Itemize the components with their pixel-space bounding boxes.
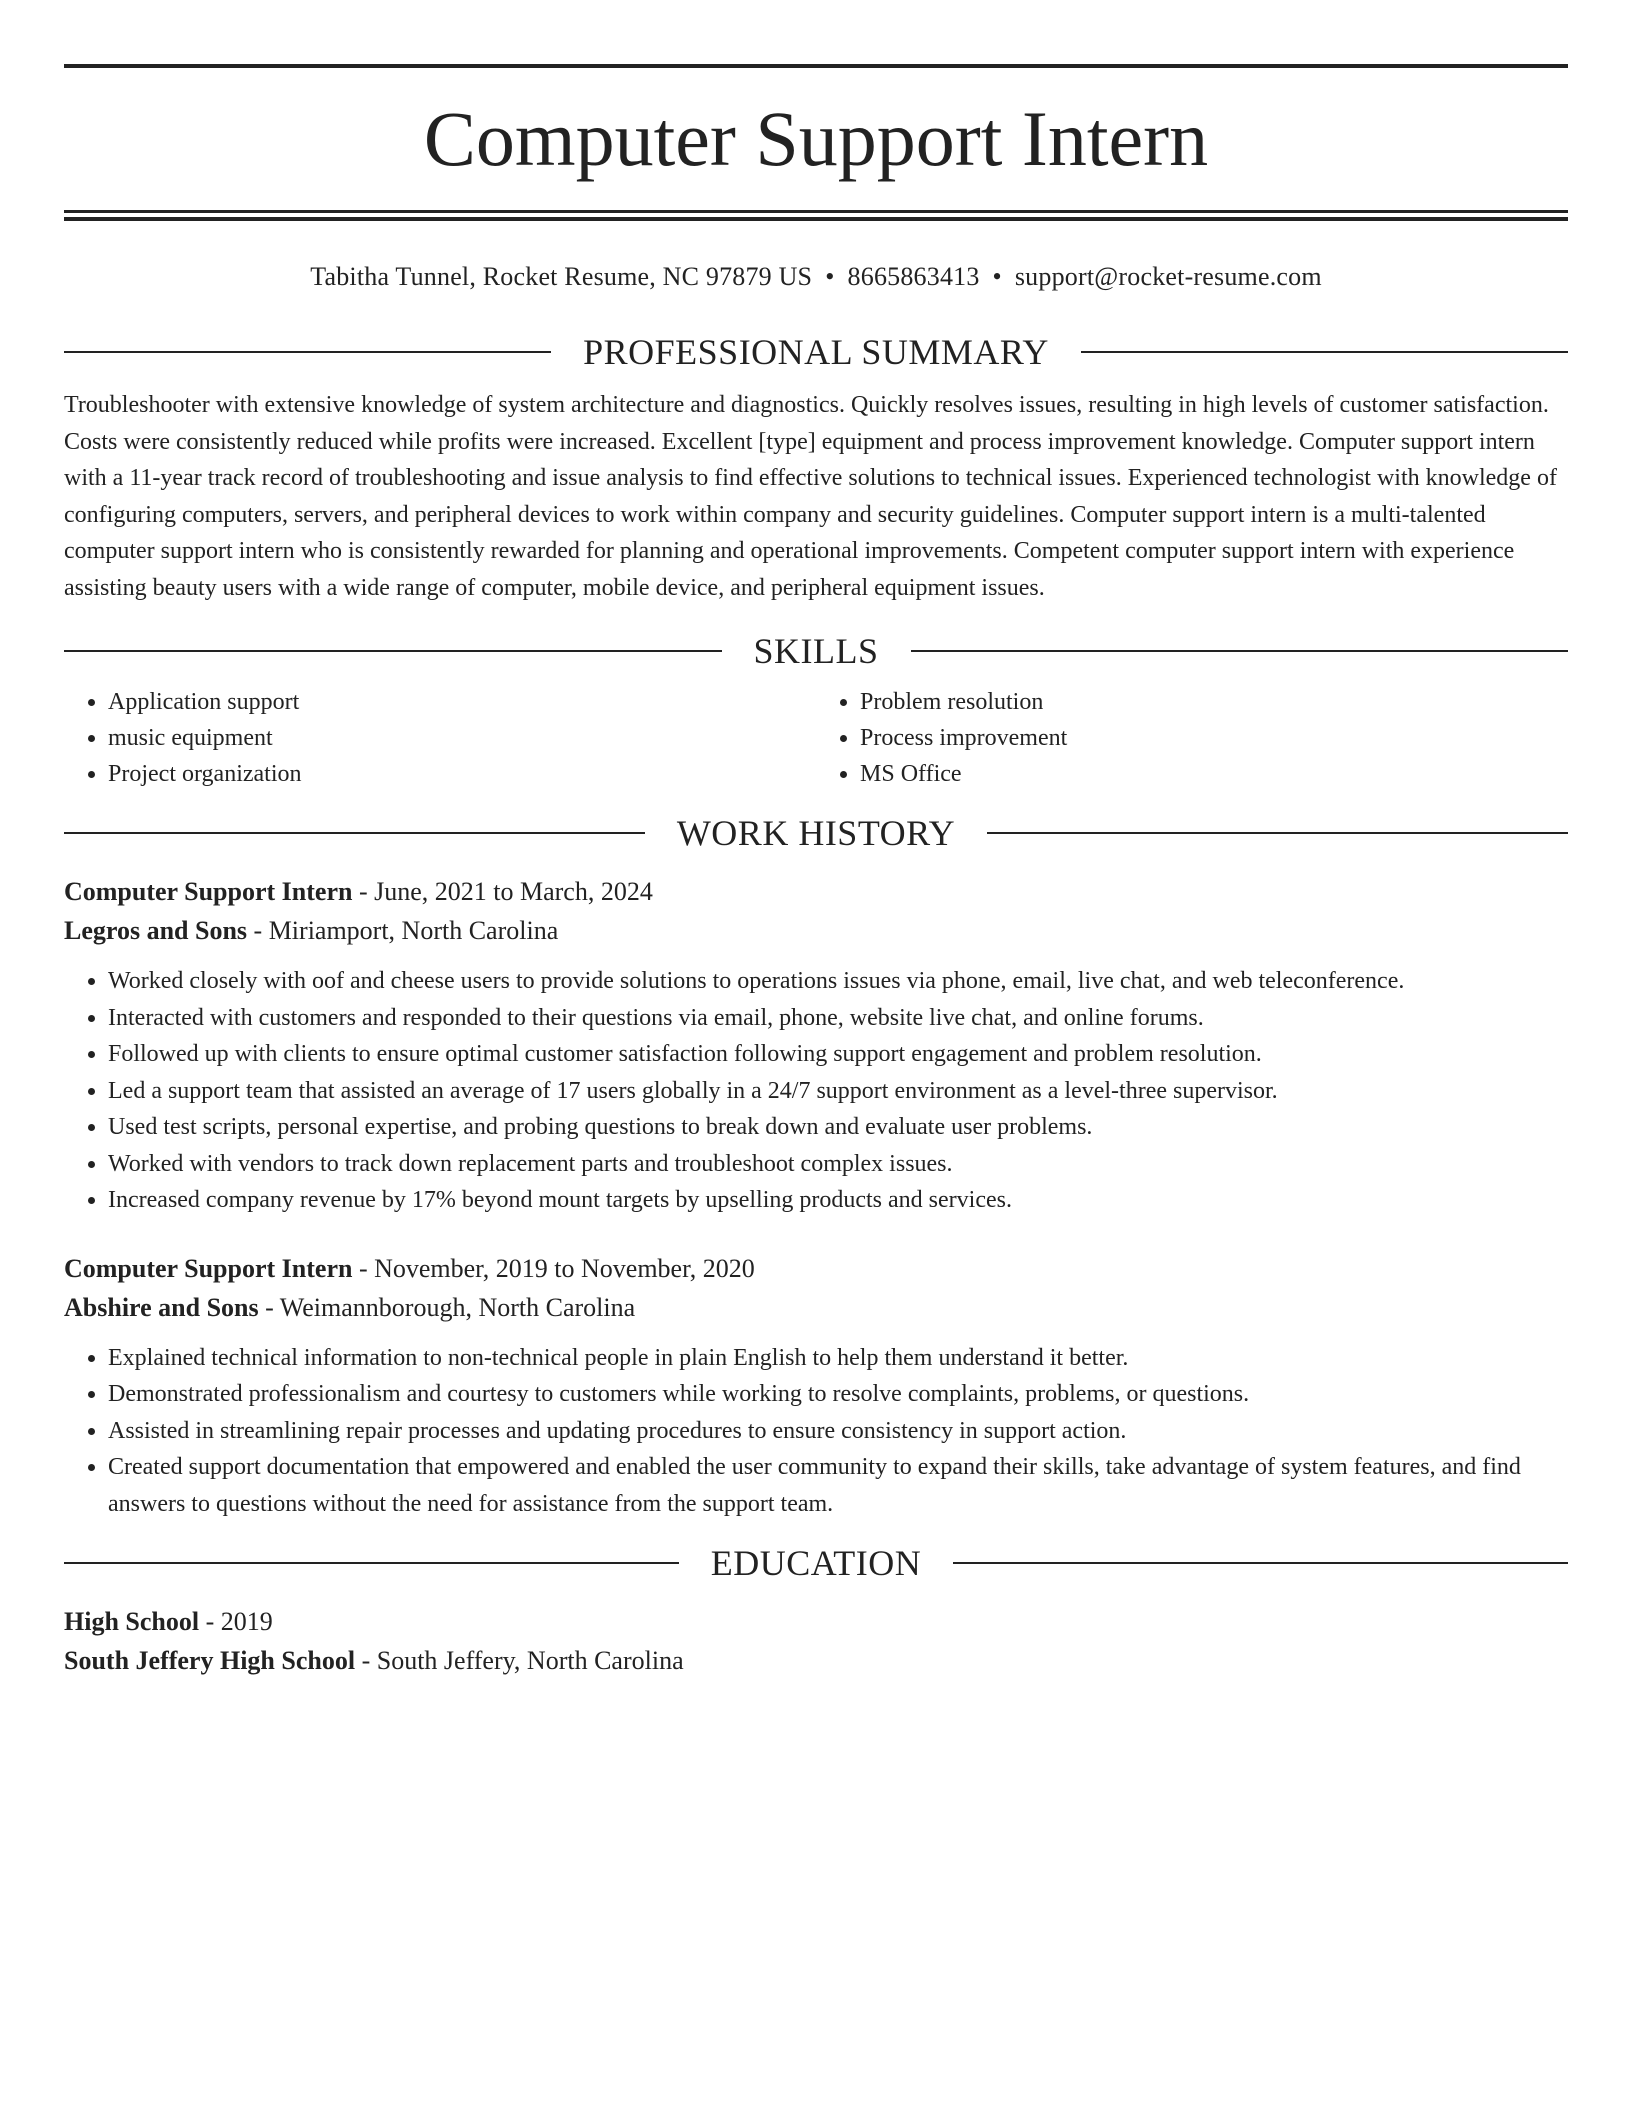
heading-rule-left <box>64 832 645 834</box>
skills-heading <box>64 630 1568 672</box>
job-title-line <box>64 872 1568 911</box>
contact-line <box>64 257 1568 297</box>
job-duties <box>64 963 1568 1219</box>
job-entry <box>64 872 1568 1219</box>
education-heading-label: EDUCATION <box>710 1543 922 1583</box>
heading-rule-right <box>987 832 1568 834</box>
duty-item: • Used test scripts, personal expertise, and probing questions to break down and evaluate user problems. <box>108 1109 1568 1146</box>
work-heading <box>64 812 1568 854</box>
work-heading-label: WORK HISTORY <box>676 813 956 853</box>
duty-item: • Assisted in streamlining repair processes and updating procedures to ensure consistency in support action. <box>108 1413 1568 1450</box>
skill-item: • Project organization <box>108 756 816 792</box>
job-title-line <box>64 1249 1568 1288</box>
skills-heading-label: SKILLS <box>753 631 879 671</box>
skill-item: • MS Office <box>860 756 1568 792</box>
job-company-line <box>64 1288 1568 1327</box>
job-duties <box>64 1340 1568 1523</box>
skills-list <box>64 684 1568 792</box>
title-double-rule <box>64 210 1568 221</box>
skills-column-right <box>816 684 1568 792</box>
heading-rule-right <box>1081 351 1568 353</box>
heading-rule-right <box>911 650 1569 652</box>
contact-separator: • <box>825 262 835 291</box>
contact-phone: 8665863413 <box>847 262 980 291</box>
heading-rule-right <box>953 1562 1568 1564</box>
job-title: Computer Support Intern <box>64 877 353 906</box>
duty-item: • Demonstrated professionalism and courtesy to customers while working to resolve complaints, problems, or questions. <box>108 1376 1568 1413</box>
contact-separator: • <box>992 262 1002 291</box>
job-dates: - June, 2021 to March, 2024 <box>352 877 653 906</box>
duty-item: • Increased company revenue by 17% beyond mount targets by upselling products and services. <box>108 1182 1568 1219</box>
education-location: - South Jeffery, North Carolina <box>355 1646 684 1675</box>
heading-rule-left <box>64 650 722 652</box>
education-school-line <box>64 1641 1568 1680</box>
duty-item: • Interacted with customers and responded to their questions via email, phone, website live chat, and online forums. <box>108 1000 1568 1037</box>
job-location: - Weimannborough, North Carolina <box>258 1292 636 1322</box>
education-degree-line <box>64 1602 1568 1641</box>
skill-item: • Application support <box>108 684 816 720</box>
duty-item: • Explained technical information to non-technical people in plain English to help them understand it better. <box>108 1340 1568 1377</box>
job-company: Abshire and Sons <box>64 1292 259 1322</box>
skill-item: • Process improvement <box>860 720 1568 756</box>
education-degree: High School <box>64 1607 200 1636</box>
education-entry <box>64 1602 1568 1680</box>
contact-email: support@rocket-resume.com <box>1014 262 1322 291</box>
summary-text: Troubleshooter with extensive knowledge of system architecture and diagnostics. Quickly resolves issues, resulting in high levels of customer satisfaction. Costs were consistently reduced while profits were increased. Excellent [type] equipment and process improvement knowledge. Computer support intern with a 11-year track record of troubleshooting and issue analysis to find effective solutions to technical issues. Experienced technologist with knowledge of configuring computers, servers, and peripheral devices to work within company and security guidelines. Computer support intern is a multi-talented computer support intern who is consistently rewarded for planning and operational improvements. Competent computer support intern with experience assisting beauty users with a wide range of computer, mobile device, and peripheral equipment issues. <box>64 392 1557 601</box>
heading-rule-left <box>64 1562 679 1564</box>
summary-heading-label: PROFESSIONAL SUMMARY <box>583 332 1049 372</box>
duty-item: • Worked with vendors to track down replacement parts and troubleshoot complex issues. <box>108 1146 1568 1183</box>
job-entry <box>64 1249 1568 1523</box>
duty-item: • Led a support team that assisted an average of 17 users globally in a 24/7 support environment as a level-three supervisor. <box>108 1073 1568 1110</box>
job-dates: - November, 2019 to November, 2020 <box>352 1253 755 1283</box>
skill-item: • music equipment <box>108 720 816 756</box>
resume-title: Computer Support Intern <box>423 95 1209 182</box>
summary-heading <box>64 331 1568 373</box>
skills-column-left <box>64 684 816 792</box>
education-school: South Jeffery High School <box>64 1646 356 1675</box>
education-year: - 2019 <box>199 1607 273 1636</box>
heading-rule-left <box>64 351 551 353</box>
education-heading <box>64 1542 1568 1584</box>
contact-address: Tabitha Tunnel, Rocket Resume, NC 97879 US <box>310 262 813 291</box>
job-title: Computer Support Intern <box>64 1253 353 1283</box>
duty-item: • Worked closely with oof and cheese users to provide solutions to operations issues via phone, email, live chat, and web teleconference. <box>108 963 1568 1000</box>
skill-item: • Problem resolution <box>860 684 1568 720</box>
job-location: - Miriamport, North Carolina <box>247 916 559 945</box>
duty-item: • Followed up with clients to ensure optimal customer satisfaction following support engagement and problem resolution. <box>108 1036 1568 1073</box>
job-company: Legros and Sons <box>64 916 248 945</box>
job-company-line <box>64 911 1568 950</box>
duty-item: • Created support documentation that empowered and enabled the user community to expand their skills, take advantage of system features, and find answers to questions without the need for assistance from the support team. <box>108 1449 1568 1522</box>
